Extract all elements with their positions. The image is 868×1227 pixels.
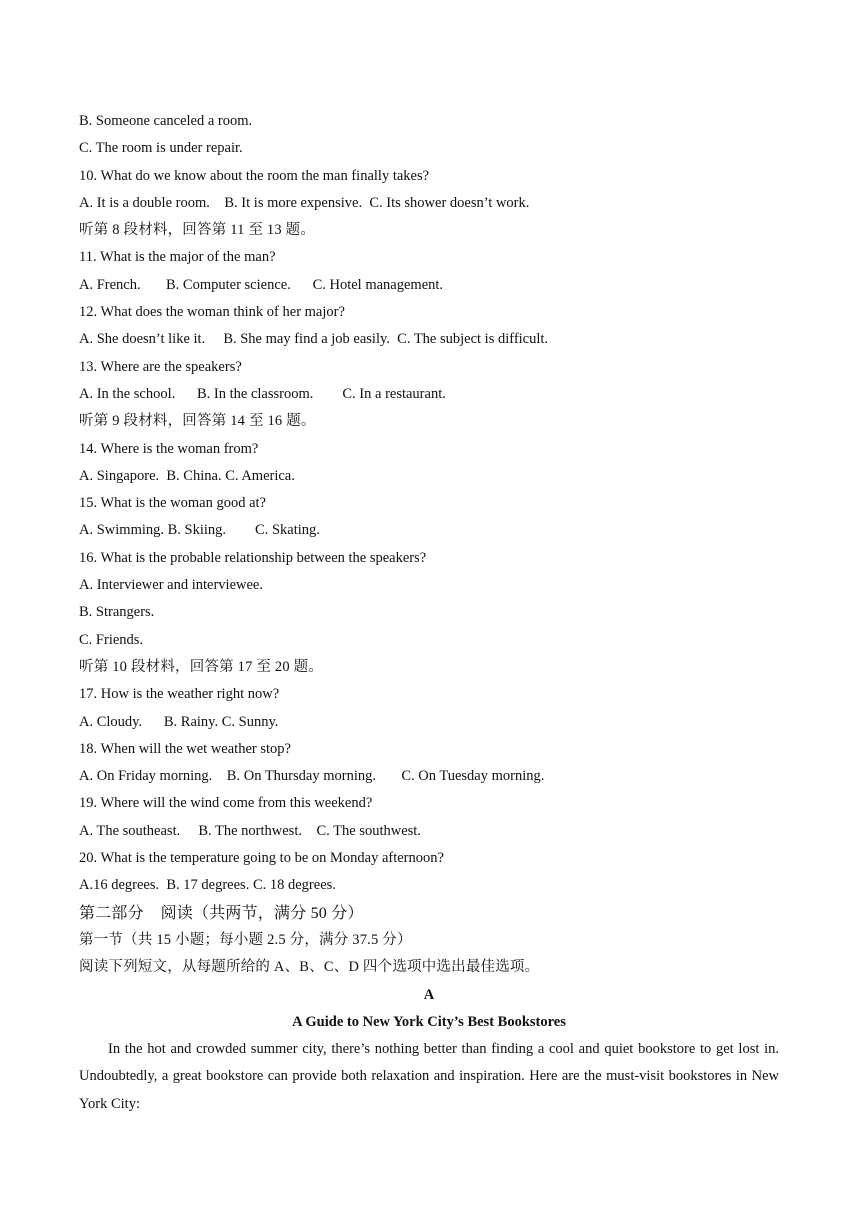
passage-title: A Guide to New York City’s Best Bookstores: [292, 1013, 566, 1030]
option-line: A. Swimming. B. Skiing. C. Skating.: [79, 522, 320, 539]
option-line: A. She doesn’t like it. B. She may find a job easily. C. The subject is difficult.: [79, 331, 549, 348]
option-line: B. Strangers.: [79, 604, 155, 621]
option-line: A. French. B. Computer science. C. Hotel management.: [79, 276, 444, 293]
question-line: 13. Where are the speakers?: [79, 358, 242, 375]
option-line: A. Interviewer and interviewee.: [79, 577, 263, 594]
listening-instruction: 听第 9 段材料，回答第 14 至 16 题。: [79, 413, 316, 430]
option-line: B. Someone canceled a room.: [79, 113, 253, 129]
option-line: A. On Friday morning. B. On Thursday morning. C. On Tuesday morning.: [79, 768, 545, 785]
question-line: 19. Where will the wind come from this weekend?: [79, 795, 373, 812]
passage-letter: A: [423, 986, 435, 1003]
question-line: 14. Where is the woman from?: [79, 440, 259, 457]
reading-instruction: 阅读下列短文，从每题所给的 A、B、C、D 四个选项中选出最佳选项。: [79, 959, 540, 976]
option-line: A. Cloudy. B. Rainy. C. Sunny.: [79, 713, 279, 730]
listening-instruction: 听第 8 段材料，回答第 11 至 13 题。: [79, 222, 316, 239]
option-line: A. In the school. B. In the classroom. C. In a restaurant.: [79, 385, 446, 402]
option-line: A. Singapore. B. China. C. America.: [79, 467, 295, 484]
option-line: A. The southeast. B. The northwest. C. The southwest.: [79, 822, 421, 839]
question-line: 12. What does the woman think of her major?: [79, 304, 345, 321]
listening-instruction: 听第 10 段材料，回答第 17 至 20 题。: [79, 658, 324, 675]
option-line: A. It is a double room. B. It is more expensive. C. Its shower doesn’t work.: [79, 194, 530, 211]
question-line: 17. How is the weather right now?: [79, 686, 280, 703]
option-line: C. Friends.: [79, 631, 144, 648]
part-title: 第二部分 阅读（共两节，满分 50 分）: [79, 904, 364, 922]
subsection-title: 第一节（共 15 小题；每小题 2.5 分，满分 37.5 分）: [79, 931, 412, 948]
option-line: A.16 degrees. B. 17 degrees. C. 18 degrees.: [79, 877, 336, 894]
document-page: [79, 108, 779, 1118]
option-line: C. The room is under repair.: [79, 140, 243, 157]
question-line: 11. What is the major of the man?: [79, 249, 276, 266]
question-line: 15. What is the woman good at?: [79, 495, 266, 512]
question-line: 20. What is the temperature going to be on Monday afternoon?: [79, 850, 444, 867]
question-line: 18. When will the wet weather stop?: [79, 740, 291, 757]
passage-paragraph: In the hot and crowded summer city, there’s nothing better than finding a cool and quiet bookstore to get lost in. Undoubtedly, a great bookstore can provide both relaxation and inspiration. Here are the must-visit bookstores in New York City:: [79, 1041, 779, 1112]
question-line: 16. What is the probable relationship between the speakers?: [79, 549, 427, 566]
question-line: 10. What do we know about the room the man finally takes?: [79, 167, 430, 184]
